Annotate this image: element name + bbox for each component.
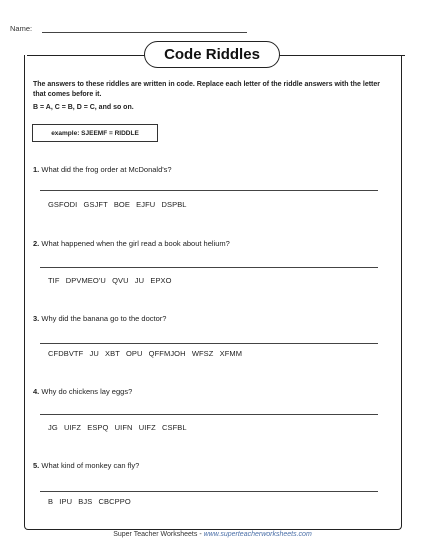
question-number: 3.	[33, 314, 40, 323]
question-text: Why did the banana go to the doctor?	[41, 314, 167, 323]
name-label: Name:	[10, 24, 33, 33]
footer-url-link[interactable]: www.superteacherworksheets.com	[203, 531, 312, 538]
question-2	[33, 239, 230, 248]
instructions-text: The answers to these riddles are written in code. Replace each letter of the riddle answers with the letter that comes before it.	[33, 81, 380, 98]
code-text-4: JG UIFZ ESPQ UIFN UIFZ CSFBL	[48, 423, 187, 432]
question-text: What kind of monkey can fly?	[41, 461, 140, 470]
question-text: What happened when the girl read a book about helium?	[41, 239, 230, 248]
question-4	[33, 387, 132, 396]
answer-line-5[interactable]	[40, 491, 378, 492]
question-5	[33, 461, 139, 470]
answer-line-1[interactable]	[40, 190, 378, 191]
code-text-3: CFDBVTF JU XBT OPU QFFMJOH WFSZ XFMM	[48, 349, 243, 358]
name-field[interactable]	[42, 32, 247, 33]
page-title: Code Riddles	[144, 41, 280, 68]
answer-line-2[interactable]	[40, 267, 378, 268]
example-box: example: SJEEMF = RIDDLE	[32, 124, 158, 142]
question-number: 2.	[33, 239, 40, 248]
question-text: What did the frog order at McDonald's?	[41, 165, 172, 174]
code-text-2: TIF DPVMEO'U QVU JU EPXO	[48, 276, 172, 285]
question-number: 1.	[33, 165, 40, 174]
answer-line-3[interactable]	[40, 343, 378, 344]
code-text-5: B IPU BJS CBCPPO	[48, 497, 131, 506]
footer	[0, 531, 425, 538]
question-number: 5.	[33, 461, 40, 470]
question-3	[33, 314, 166, 323]
cipher-key: B = A, C = B, D = C, and so on.	[33, 104, 134, 111]
question-1	[33, 165, 172, 174]
question-text: Why do chickens lay eggs?	[41, 387, 133, 396]
question-number: 4.	[33, 387, 40, 396]
footer-separator: -	[197, 531, 204, 538]
code-text-1: GSFODI GSJFT BOE EJFU DSPBL	[48, 200, 187, 209]
answer-line-4[interactable]	[40, 414, 378, 415]
footer-brand: Super Teacher Worksheets	[113, 531, 198, 538]
